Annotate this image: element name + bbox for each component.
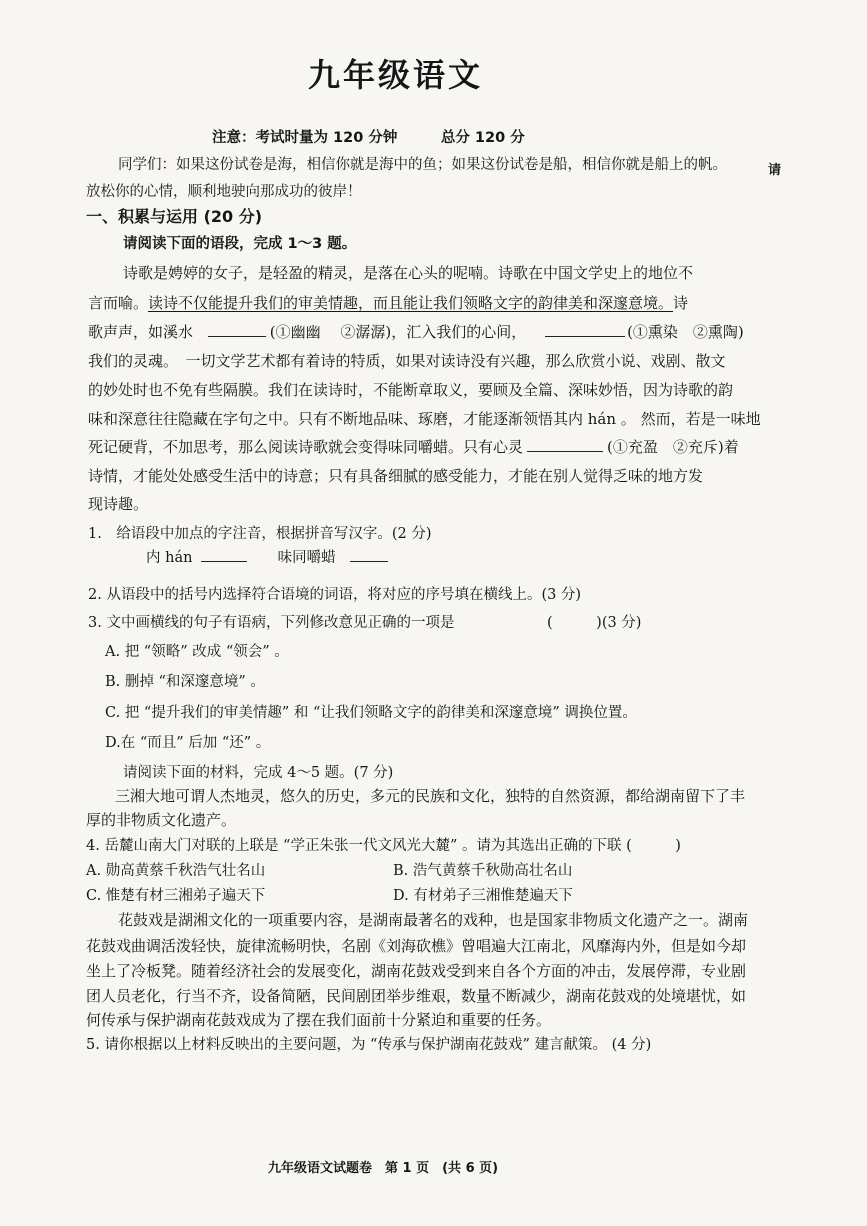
- passage-line: [88, 321, 744, 342]
- passage-line: [88, 436, 739, 457]
- option[interactable]: A. 把 “领略” 改成 “领会” 。: [105, 644, 289, 660]
- section-heading-1: 一、积累与运用 (20 分): [86, 207, 263, 226]
- passage-line: 诗歌是娉婷的女子，是轻盈的精灵，是落在心头的呢喃。诗歌在中国文学史上的地位不: [123, 264, 694, 282]
- passage-line: 我们的灵魂。 一切文学艺术都有着诗的特质，如果对读诗没有兴趣，那么欣赏小说、戏剧、散文: [88, 352, 726, 370]
- question-1: 1. 给语段中加点的字注音，根据拼音写汉字。(2 分): [88, 526, 432, 542]
- passage-line: [88, 292, 688, 313]
- passage-line: 诗情，才能处处感受生活中的诗意；只有具备细腻的感受能力，才能在别人觉得乏味的地方发: [88, 467, 704, 485]
- passage-line: 的妙处时也不免有些隔膜。我们在读诗时，不能断章取义，要顾及全篇、深味妙悟，因为诗歌的韵: [88, 381, 734, 399]
- material-line: 团人员老化，行当不齐，设备简陋，民间剧团举步维艰，数量不断减少，湖南花鼓戏的处境堪忧，如: [86, 987, 747, 1005]
- passage-text: (①充盈 ②充斥)着: [607, 438, 739, 456]
- passage-line: 味和深意往往隐藏在字句之中。只有不断地品味、琢磨，才能逐渐领悟其内 hán 。 然而，若是一味地: [88, 410, 761, 428]
- option[interactable]: C. 把 “提升我们的审美情趣” 和 “让我们领略文字的韵律美和深邃意境” 调换位置。: [105, 705, 637, 721]
- intro-line-1: 同学们：如果这份试卷是海，相信你就是海中的鱼；如果这份试卷是船，相信你就是船上的帆。: [118, 157, 727, 173]
- reading-instruction-2: 请阅读下面的材料，完成 4～5 题。(7 分): [123, 765, 394, 781]
- question-5: 5. 请你根据以上材料反映出的主要问题，为 “传承与保护湖南花鼓戏” 建言献策。 (4 分): [86, 1037, 652, 1053]
- passage-text: 诗: [673, 294, 689, 312]
- option[interactable]: A. 勋高黄蔡千秋浩气壮名山: [86, 863, 266, 879]
- page-footer: 九年级语文试题卷 第 1 页 (共 6 页): [268, 1161, 499, 1176]
- option[interactable]: D.在 “而且” 后加 “还” 。: [105, 735, 271, 751]
- passage-text: 死记硬背，不加思考，那么阅读诗歌就会变得味同嚼蜡。只有心灵: [88, 438, 524, 456]
- question-3: 3. 文中画横线的句子有语病，下列修改意见正确的一项是: [88, 615, 455, 631]
- material-line: 坐上了冷板凳。随着经济社会的发展变化，湖南花鼓戏受到来自各个方面的冲击，发展停滞，专业剧: [86, 962, 747, 980]
- passage-text: (①熏染 ②熏陶): [627, 323, 744, 341]
- question-1-items: [146, 546, 388, 567]
- option[interactable]: B. 浩气黄蔡千秋勋高壮名山: [393, 863, 573, 879]
- answer-blank[interactable]: [350, 547, 388, 562]
- reading-instruction-1: 请阅读下面的语段，完成 1～3 题。: [123, 236, 357, 252]
- material-line: 花鼓戏曲调活泼轻快，旋律流畅明快，名剧《刘海砍樵》曾唱遍大江南北，风靡海内外，但是如今却: [86, 937, 747, 955]
- material-line: 三湘大地可谓人杰地灵，悠久的历史，多元的民族和文化，独特的自然资源，都给湖南留下了丰: [115, 787, 746, 805]
- material-line: 厚的非物质文化遗产。: [86, 811, 237, 829]
- material-line: 花鼓戏是湖湘文化的一项重要内容，是湖南最著名的戏种，也是国家非物质文化遗产之一。湖南: [118, 911, 749, 929]
- intro-line-2: 放松你的心情，顺利地驶向那成功的彼岸！: [86, 184, 362, 200]
- passage-text: 歌声声，如溪水: [88, 323, 194, 341]
- passage-text: (①幽幽 ②潺潺)，汇入我们的心间，: [269, 323, 527, 341]
- answer-blank[interactable]: [545, 322, 625, 337]
- answer-blank[interactable]: [201, 547, 247, 562]
- intro-line-1-end: 请: [768, 163, 782, 178]
- option[interactable]: B. 删掉 “和深邃意境” 。: [105, 674, 265, 690]
- answer-blank[interactable]: [527, 437, 603, 452]
- question-2: 2. 从语段中的括号内选择符合语境的词语，将对应的序号填在横线上。(3 分): [88, 587, 582, 603]
- underlined-sentence: 读诗不仅能提升我们的审美情趣，而且能让我们领略文字的韵律美和深邃意境。: [148, 294, 674, 312]
- option[interactable]: D. 有材弟子三湘惟楚遍天下: [393, 888, 573, 904]
- material-line: 何传承与保护湖南花鼓戏成为了摆在我们面前十分紧迫和重要的任务。: [86, 1011, 552, 1029]
- answer-blank[interactable]: [208, 322, 266, 337]
- page-title: 九年级语文: [308, 56, 484, 94]
- option[interactable]: C. 惟楚有材三湘弟子遍天下: [86, 888, 266, 904]
- question-3-answer-paren[interactable]: ( )(3 分): [547, 615, 642, 631]
- item-label: 内 hán: [146, 550, 193, 566]
- item-label: 味同嚼蜡: [277, 550, 336, 566]
- passage-text: 言而喻。: [88, 294, 149, 312]
- question-4: 4. 岳麓山南大门对联的上联是 “学正朱张一代文风光大麓” 。请为其选出正确的下联 ( ): [86, 838, 681, 854]
- exam-notice: 注意：考试时量为 120 分钟 总分 120 分: [212, 130, 525, 146]
- passage-line: 现诗趣。: [88, 495, 149, 513]
